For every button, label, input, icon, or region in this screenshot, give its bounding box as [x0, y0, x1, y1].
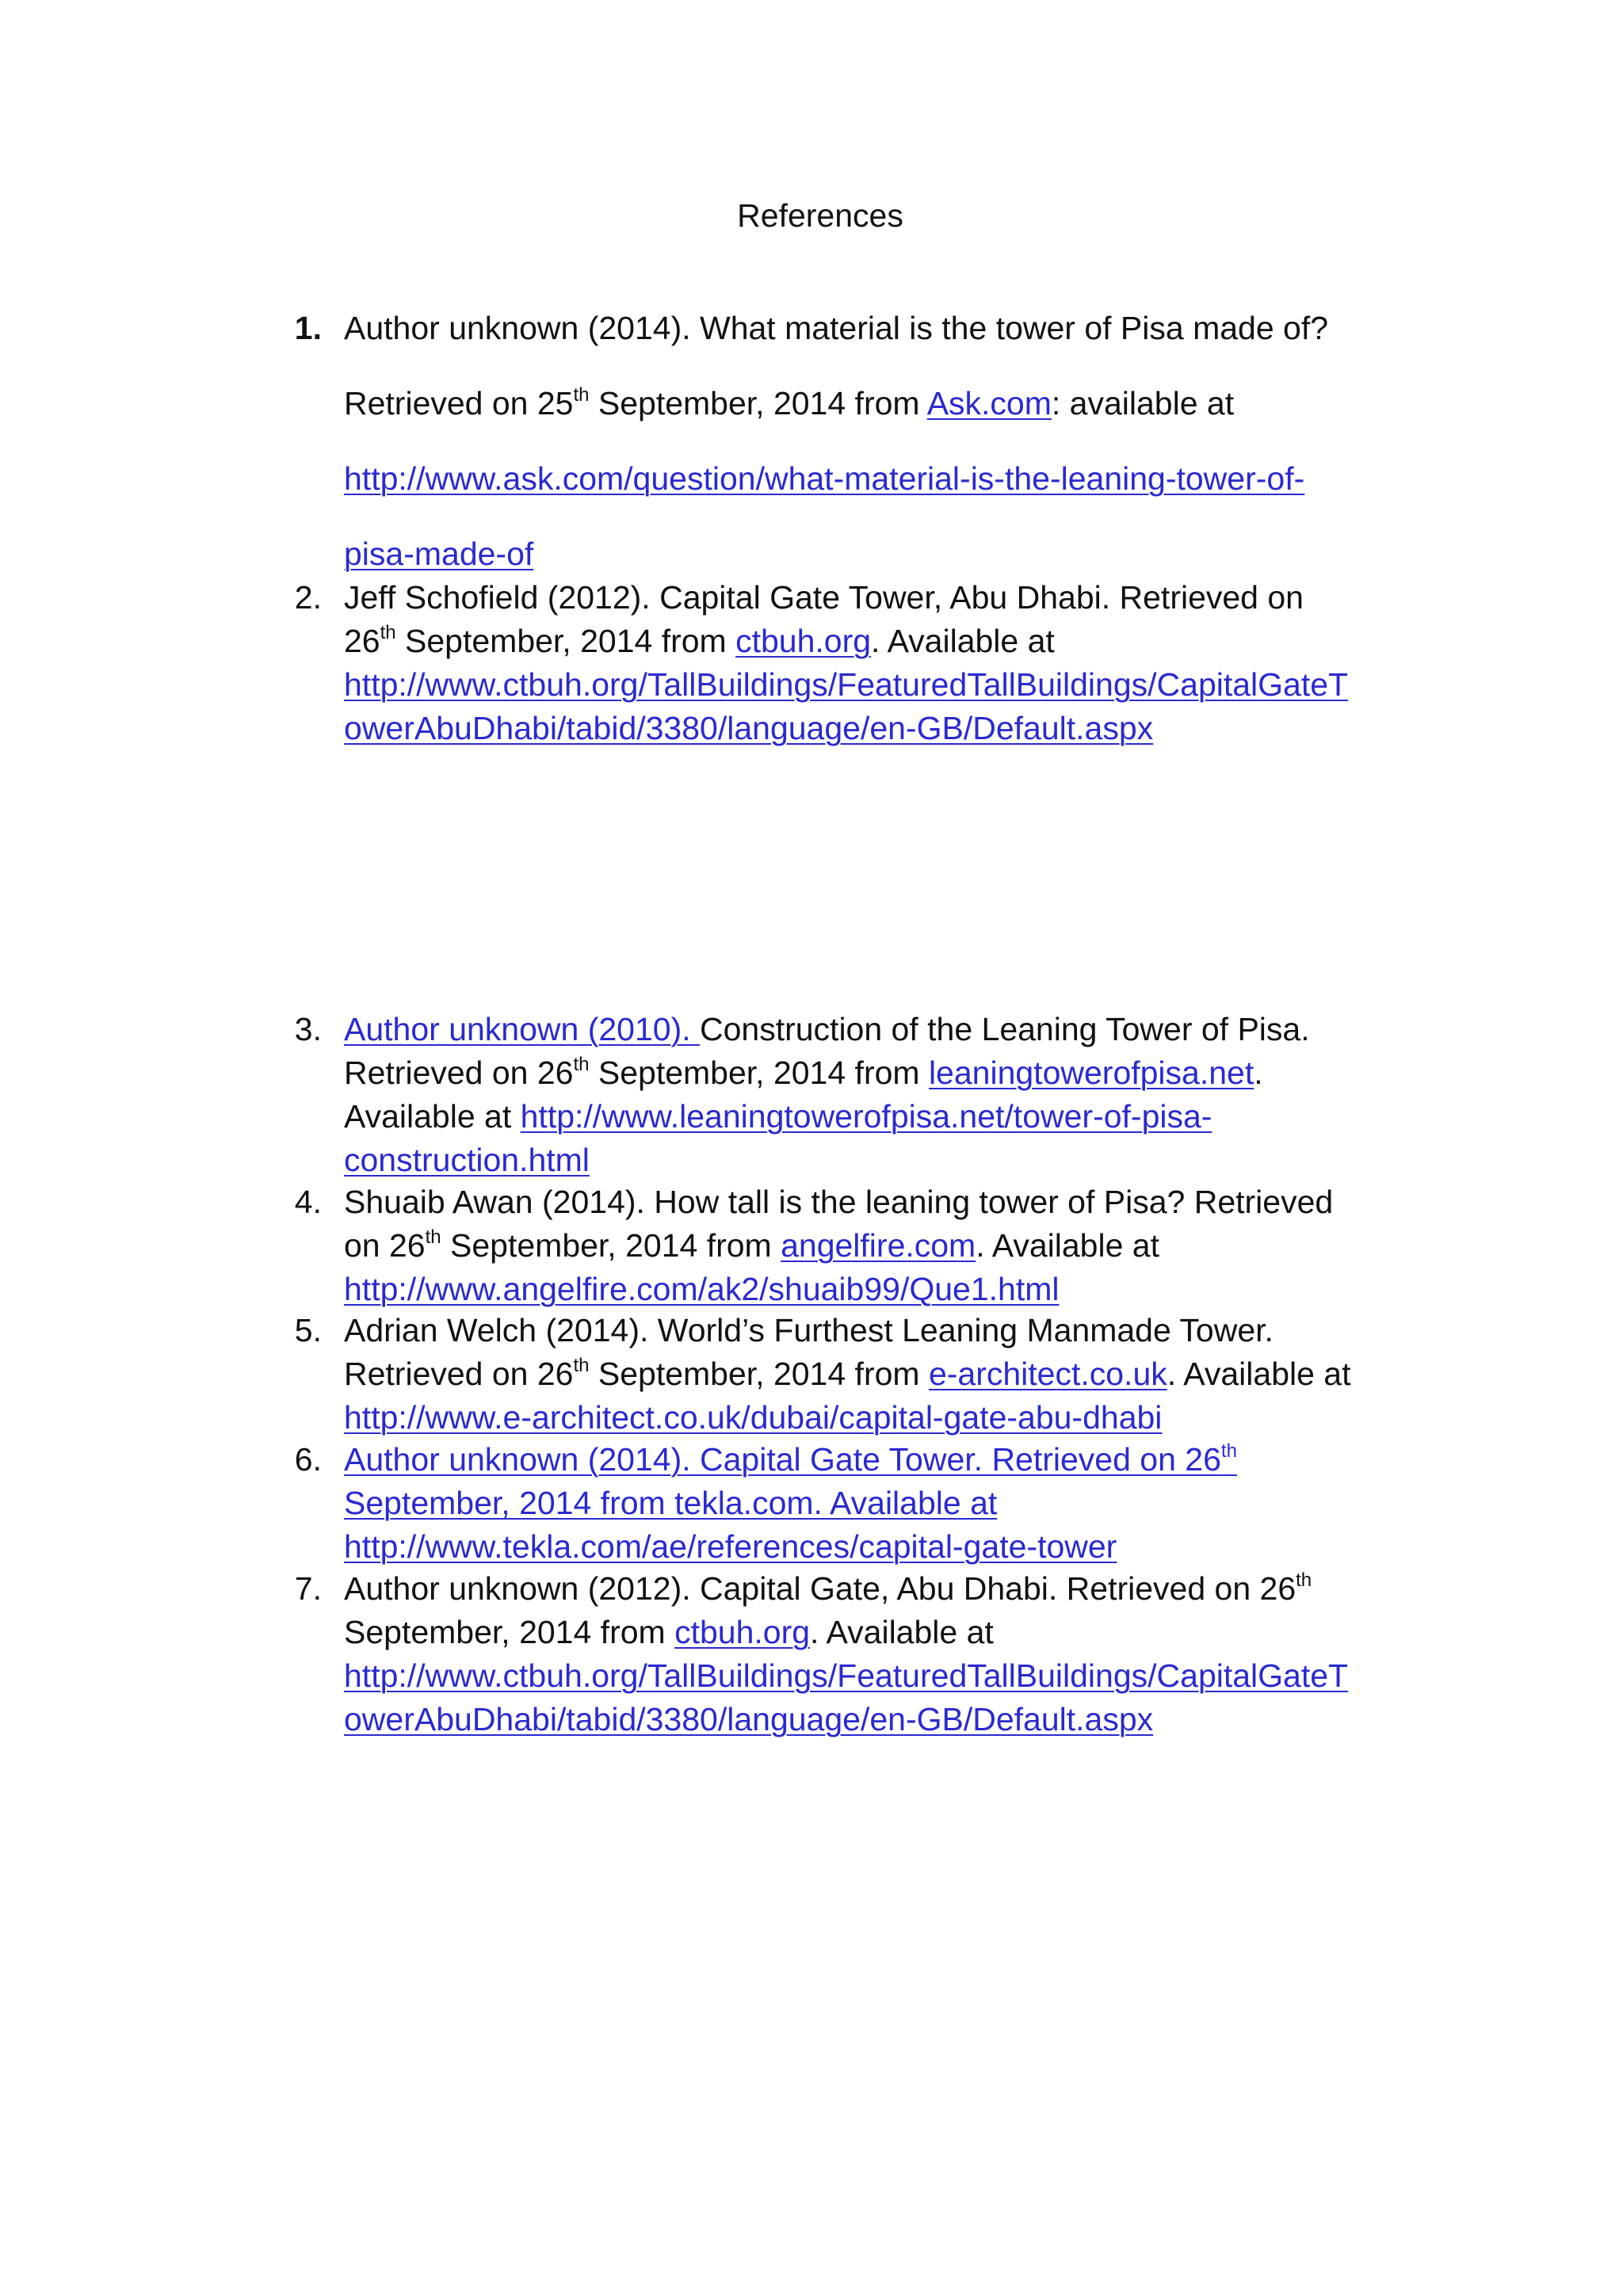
reference-text-run: : available at — [1051, 385, 1235, 421]
reference-link[interactable]: Author unknown (2010). — [344, 1011, 700, 1047]
reference-text-run: September, 2014 from — [589, 385, 927, 421]
reference-text-run: Retrieved on 26 — [344, 1055, 574, 1091]
reference-link[interactable]: ctbuh.org — [674, 1614, 811, 1650]
reference-link[interactable]: Author unknown (2014). Capital Gate Tower. Retrieved on 26 — [344, 1441, 1221, 1478]
reference-line — [344, 291, 1328, 366]
reference-line — [344, 1654, 1348, 1698]
reference-text-run: 26 — [344, 623, 380, 659]
reference-line — [344, 1224, 1333, 1268]
reference-text-run: on 26 — [344, 1227, 426, 1264]
reference-line — [344, 1525, 1237, 1569]
reference-line — [344, 1698, 1348, 1741]
reference-text-run: . Available at — [810, 1614, 994, 1650]
reference-text-run: Retrieved on 26 — [344, 1356, 574, 1392]
reference-link[interactable] — [1221, 1441, 1237, 1478]
reference-text-run: Author unknown (2012). Capital Gate, Abu Dhabi. Retrieved on 26 — [344, 1570, 1296, 1607]
reference-text-run: Author unknown (2014). What material is the tower of Pisa made of? — [344, 310, 1329, 346]
reference-line — [344, 1611, 1348, 1654]
reference-text — [344, 1180, 1333, 1311]
reference-text-run: Jeff Schofield (2012). Capital Gate Tower, Abu Dhabi. Retrieved on — [344, 579, 1304, 616]
reference-line — [344, 1008, 1310, 1051]
reference-text-run: September, 2014 from — [589, 1055, 929, 1091]
reference-text-run: September, 2014 from — [395, 623, 736, 659]
reference-line — [344, 1396, 1351, 1440]
reference-link[interactable]: http://www.ctbuh.org/TallBuildings/FeaturedTallBuildings/CapitalGateT — [344, 666, 1349, 703]
reference-link[interactable]: owerAbuDhabi/tabid/3380/language/en-GB/Default.aspx — [344, 1701, 1154, 1737]
ordinal-superscript: th — [573, 384, 590, 406]
reference-link[interactable]: owerAbuDhabi/tabid/3380/language/en-GB/Default.aspx — [344, 710, 1154, 746]
reference-text-run: . Available at — [976, 1227, 1159, 1264]
reference-line — [344, 1051, 1310, 1095]
reference-link[interactable]: e-architect.co.uk — [928, 1356, 1167, 1392]
reference-text — [344, 1567, 1348, 1741]
reference-link[interactable]: leaningtowerofpisa.net — [928, 1055, 1254, 1091]
reference-link[interactable]: September, 2014 from tekla.com. Available at — [344, 1485, 998, 1521]
reference-line — [344, 1180, 1333, 1224]
reference-line — [344, 1482, 1237, 1525]
reference-line — [344, 576, 1348, 620]
reference-link[interactable]: http://www.ctbuh.org/TallBuildings/FeaturedTallBuildings/CapitalGateT — [344, 1657, 1349, 1694]
ordinal-superscript: th — [425, 1226, 441, 1248]
ordinal-superscript: th — [1296, 1569, 1312, 1591]
ordinal-superscript: th — [573, 1054, 590, 1075]
reference-line — [344, 1268, 1333, 1311]
reference-number: 1. — [294, 310, 322, 346]
page-title: References — [737, 197, 903, 234]
reference-text-run: . — [1254, 1055, 1263, 1091]
reference-number: 4. — [294, 1184, 322, 1220]
reference-link[interactable]: construction.html — [344, 1142, 590, 1178]
reference-line — [344, 1438, 1237, 1482]
reference-number: 7. — [294, 1570, 322, 1607]
reference-text — [344, 576, 1348, 750]
reference-line — [344, 1352, 1351, 1396]
reference-line — [344, 1309, 1351, 1352]
reference-text-run: September, 2014 from — [589, 1356, 929, 1392]
reference-text-run: September, 2014 from — [441, 1227, 781, 1264]
reference-line — [344, 1567, 1348, 1611]
reference-line — [344, 663, 1348, 707]
reference-line — [344, 707, 1348, 750]
reference-link[interactable]: http://www.angelfire.com/ak2/shuaib99/Que1.html — [344, 1271, 1060, 1307]
reference-line — [344, 620, 1348, 663]
reference-text-run: September, 2014 from — [344, 1614, 675, 1650]
reference-number: 2. — [294, 579, 322, 616]
reference-text-run: Adrian Welch (2014). World’s Furthest Leaning Manmade Tower. — [344, 1312, 1274, 1348]
ordinal-superscript: th — [1220, 1440, 1237, 1462]
reference-link[interactable]: pisa-made-of — [344, 536, 534, 572]
reference-text-run: . Available at — [871, 623, 1055, 659]
reference-number: 5. — [294, 1312, 322, 1348]
ordinal-superscript: th — [573, 1355, 590, 1376]
reference-link[interactable]: http://www.e-architect.co.uk/dubai/capital-gate-abu-dhabi — [344, 1399, 1163, 1436]
reference-link[interactable]: angelfire.com — [781, 1227, 976, 1264]
reference-number: 3. — [294, 1011, 322, 1047]
reference-text-run: Shuaib Awan (2014). How tall is the leaning tower of Pisa? Retrieved — [344, 1184, 1334, 1220]
reference-number: 6. — [294, 1441, 322, 1478]
reference-link[interactable]: Ask.com — [926, 385, 1052, 421]
reference-text — [344, 291, 1328, 592]
reference-text-run: Retrieved on 25 — [344, 385, 574, 421]
reference-line — [344, 1095, 1310, 1138]
reference-text-run: Construction of the Leaning Tower of Pisa. — [700, 1011, 1310, 1047]
reference-line — [344, 1138, 1310, 1182]
reference-text-run: Available at — [344, 1098, 521, 1135]
ordinal-superscript: th — [380, 622, 396, 643]
reference-line — [344, 441, 1328, 517]
reference-link[interactable]: http://www.tekla.com/ae/references/capital-gate-tower — [344, 1528, 1117, 1565]
reference-link[interactable]: ctbuh.org — [735, 623, 872, 659]
reference-line — [344, 366, 1328, 441]
reference-text — [344, 1309, 1351, 1440]
reference-link[interactable]: http://www.leaningtowerofpisa.net/tower-of-pisa- — [520, 1098, 1212, 1135]
reference-text — [344, 1008, 1310, 1182]
reference-link[interactable]: http://www.ask.com/question/what-material-is-the-leaning-tower-of- — [344, 460, 1305, 497]
reference-text-run: . Available at — [1167, 1356, 1351, 1392]
reference-text — [344, 1438, 1237, 1569]
